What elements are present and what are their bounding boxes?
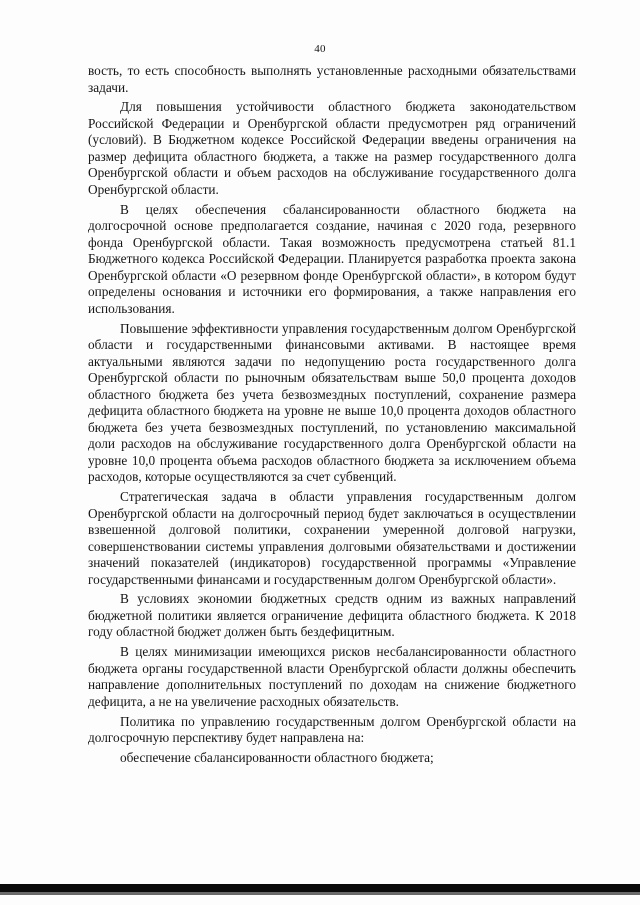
paragraph-continuation: вость, то есть способность выполнять установленные расходными обязательствами задачи. [88, 63, 576, 95]
paragraph-risk-minimization: В целях минимизации имеющихся рисков несбалансированности областного бюджета органы государственной власти Оренбургской области должны обеспечить направление дополнительных поступлений по доходам на снижение бюджетного дефицита, а не на увеличение расходных обязательств. [88, 644, 576, 709]
paragraph-deficit-limit: В условиях экономии бюджетных средств одним из важных направлений бюджетной политики является ограничение дефицита областного бюджета. К 2018 году областной бюджет должен быть бездефицитным. [88, 591, 576, 640]
paragraph-reserve-fund: В целях обеспечения сбалансированности областного бюджета на долгосрочной основе предполагается создание, начиная с 2020 года, резервного фонда Оренбургской области. Такая возможность предусмотрена статьей 81.1 Бюджетного кодекса Российской Федерации. Планируется разработка проекта закона Оренбургской области «О резервном фонде Оренбургской области», в котором будут определены основания и источники его формирования, а также направления его использования. [88, 201, 576, 316]
document-body [88, 63, 576, 770]
scan-edge-bar [0, 884, 640, 892]
paragraph-debt-policy: Политика по управлению государственным долгом Оренбургской области на долгосрочную перспективу будет направлена на: [88, 713, 576, 746]
paragraph-budget-restrictions: Для повышения устойчивости областного бюджета законодательством Российской Федерации и Оренбургской области предусмотрен ряд ограничений (условий). В Бюджетном кодексе Российской Федерации введены ограничения на размер дефицита областного бюджета, а также на размер государственного долга Оренбургской области и объем расходов на обслуживание государственного долга Оренбургской области. [88, 99, 576, 197]
paragraph-strategic-task: Стратегическая задача в области управления государственным долгом Оренбургской области на долгосрочный период будет заключаться в осуществлении взвешенной долговой политики, сохранении умеренной долговой нагрузки, совершенствовании системы управления долговыми обязательствами и достижении значений показателей (индикаторов) государственной программы «Управление государственными финансами и государственным долгом Оренбургской области». [88, 489, 576, 587]
paragraph-debt-management: Повышение эффективности управления государственным долгом Оренбургской области и государственными финансовыми активами. В настоящее время актуальными являются задачи по недопущению роста государственного долга Оренбургской области по рыночным обязательствам выше 50,0 процента доходов областного бюджета без учета безвозмездных поступлений, сохранение размера дефицита областного бюджета на уровне не выше 10,0 процента доходов областного бюджета без учета безвозмездных поступлений, по установлению максимальной доли расходов на обслуживание государственного долга Оренбургской области на уровне 10,0 процента объема расходов областного бюджета за исключением объема расходов, которые осуществляются за счет субвенций. [88, 320, 576, 485]
page-number: 40 [314, 43, 326, 55]
paragraph-list-item: обеспечение сбалансированности областного бюджета; [120, 750, 434, 766]
